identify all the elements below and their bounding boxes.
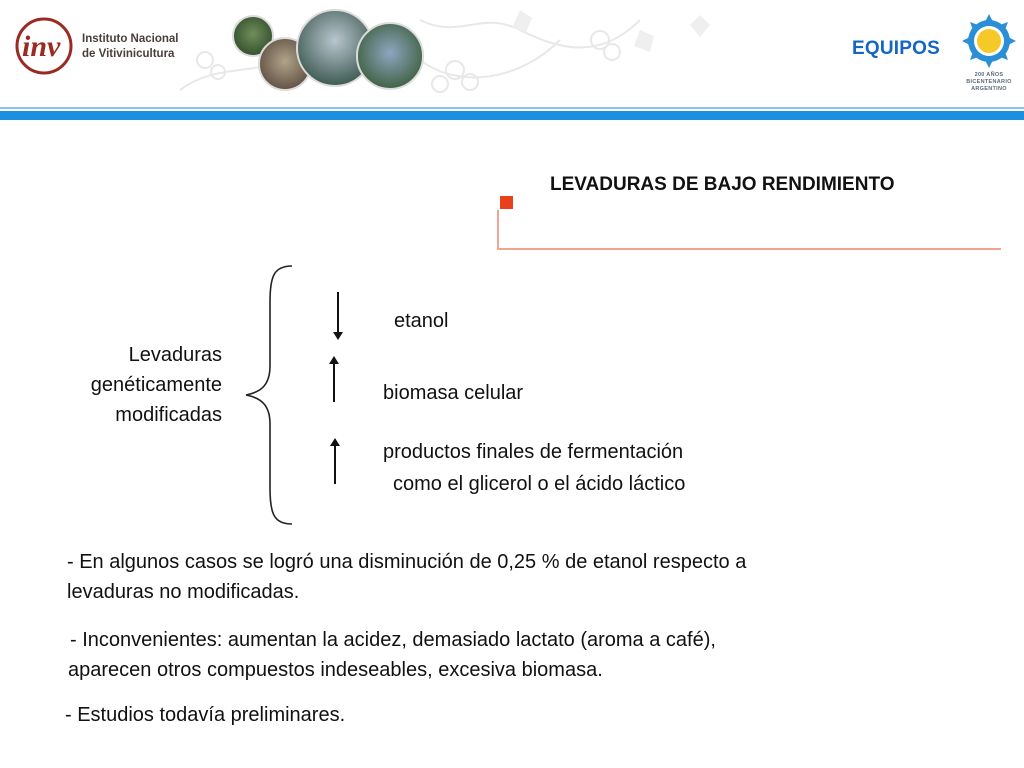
left-curly-brace <box>240 262 300 528</box>
effect-fermentation-products-line2: como el glicerol o el ácido láctico <box>393 473 686 495</box>
logo-text-line1: Instituto Nacional <box>82 33 179 45</box>
effect-biomass: biomasa celular <box>383 382 524 404</box>
effect-fermentation-products-line1: productos finales de fermentación <box>383 441 684 463</box>
section-title: EQUIPOS <box>852 38 940 59</box>
paragraph-preliminary-studies: - Estudios todavía preliminares. <box>65 704 346 726</box>
slide-subtitle: LEVADURAS DE BAJO RENDIMIENTO <box>550 174 895 195</box>
logo-mark-text: inv <box>22 30 61 63</box>
bicentenario-country: ARGENTINO <box>971 86 1007 92</box>
down-arrow-icon <box>328 290 348 342</box>
bicentenario-logo <box>960 14 1018 94</box>
vineyard-photo-collage <box>225 6 435 96</box>
inv-logo-mark <box>12 16 80 76</box>
up-arrow-icon <box>324 354 344 404</box>
subtitle-rule-vertical <box>497 210 499 250</box>
header-divider-light <box>0 107 1024 109</box>
subtitle-rule-horizontal <box>497 248 1001 250</box>
paragraph-drawbacks-line1: - Inconvenientes: aumentan la acidez, demasiado lactato (aroma a café), <box>70 629 716 651</box>
subtitle-bullet-square <box>500 196 513 209</box>
paragraph-ethanol-reduction-line1: - En algunos casos se logró una disminución de 0,25 % de etanol respecto a <box>67 551 747 573</box>
logo-text-line2: de Vitivinicultura <box>82 48 175 60</box>
inv-logo <box>12 16 212 76</box>
bicentenario-years: 200 AÑOS <box>974 72 1004 78</box>
header-divider <box>0 111 1024 120</box>
effect-ethanol: etanol <box>394 310 449 332</box>
paragraph-drawbacks-line2: aparecen otros compuestos indeseables, excesiva biomasa. <box>68 659 603 681</box>
up-arrow-icon <box>325 436 345 486</box>
paragraph-ethanol-reduction-line2: levaduras no modificadas. <box>67 581 300 603</box>
header <box>0 0 1024 122</box>
bicentenario-label: BICENTENARIO <box>966 79 1012 85</box>
gm-yeast-label: Levaduras genéticamente modificadas <box>90 344 222 426</box>
sun-emblem-icon <box>960 14 1018 72</box>
